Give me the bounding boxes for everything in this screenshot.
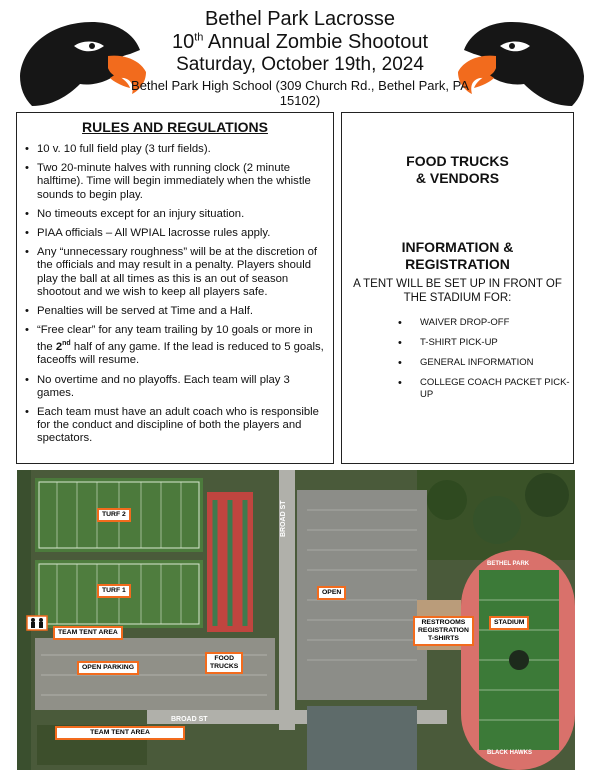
rule-item: • No timeouts except for an injury situation.	[25, 208, 325, 221]
event-name: Annual Zombie Shootout	[207, 31, 429, 53]
rule-item: • Penalties will be served at Time and a Half.	[25, 305, 325, 318]
map-label-restrooms: RESTROOMS REGISTRATION T-SHIRTS	[413, 616, 474, 646]
rule-item: • 10 v. 10 full field play (3 turf fields).	[25, 143, 325, 156]
map-label-turf-2: TURF 2	[97, 508, 131, 522]
event-ordinal-suffix: th	[194, 31, 204, 44]
map-label-open-parking: OPEN PARKING	[77, 661, 139, 675]
event-ordinal: 10	[171, 31, 195, 53]
service-item: • T-SHIRT PICK-UP	[398, 337, 573, 349]
rule-item: • PIAA officials – All WPIAL lacrosse rules apply.	[25, 227, 325, 240]
map-label-turf-1: TURF 1	[97, 584, 131, 598]
map-label-open: OPEN	[317, 586, 346, 600]
tent-services-list	[342, 317, 573, 401]
stadium-endzone-label-bottom: BLACK HAWKS	[487, 750, 532, 756]
broad-st-vertical-label: BROAD ST	[280, 500, 287, 537]
campus-aerial-map	[17, 470, 575, 770]
stadium-endzone-label-top: BETHEL PARK	[487, 561, 530, 567]
rule-item-free-clear: • “Free clear” for any team trailing by 10 goals or more in the 2nd half of any game. If the lead is reduced to 5 goals, faceoffs will resume.	[25, 324, 325, 367]
rules-title: RULES AND REGULATIONS	[82, 119, 268, 135]
broad-st-horizontal-label: BROAD ST	[171, 716, 208, 723]
rule-item: • No overtime and no playoffs. Each team will play 3 games.	[25, 374, 325, 400]
food-trucks-heading: FOOD TRUCKS & VENDORS	[406, 153, 509, 186]
map-label-team-tent-area-bottom: TEAM TENT AREA	[55, 726, 185, 740]
service-item: • WAIVER DROP-OFF	[398, 317, 573, 329]
event-header	[110, 8, 490, 109]
rule-item: • Two 20-minute halves with running clock (2 minute halftime). Time will begin immediately when the whistle sounds to begin play.	[25, 162, 325, 202]
event-date: Saturday, October 19th, 2024	[176, 54, 424, 75]
service-item: • GENERAL INFORMATION	[398, 357, 573, 369]
service-item: • COLLEGE COACH PACKET PICK-UP	[398, 377, 573, 401]
event-title	[110, 31, 490, 54]
rules-box	[16, 112, 334, 464]
map-label-stadium: STADIUM	[489, 616, 529, 630]
rules-list	[25, 143, 325, 446]
tent-text: A TENT WILL BE SET UP IN FRONT OF THE STADIUM FOR:	[353, 278, 562, 304]
rule-item: • Any “unnecessary roughness” will be at the discretion of the officials and may result in a penalty. Players should play the ball at all times as this is an out of season shootout and we wish to keep all players safe.	[25, 246, 325, 299]
map-label-food-trucks: FOOD TRUCKS	[205, 652, 243, 674]
rule-item: • Each team must have an adult coach who is responsible for the conduct and discipline of both the players and spectators.	[25, 406, 325, 446]
event-location: Bethel Park High School (309 Church Rd., Bethel Park, PA 15102)	[131, 77, 469, 108]
map-label-team-tent-area: TEAM TENT AREA	[53, 626, 123, 640]
registration-heading: INFORMATION & REGISTRATION	[401, 239, 514, 272]
club-name: Bethel Park Lacrosse	[204, 8, 396, 30]
info-box	[341, 112, 574, 464]
